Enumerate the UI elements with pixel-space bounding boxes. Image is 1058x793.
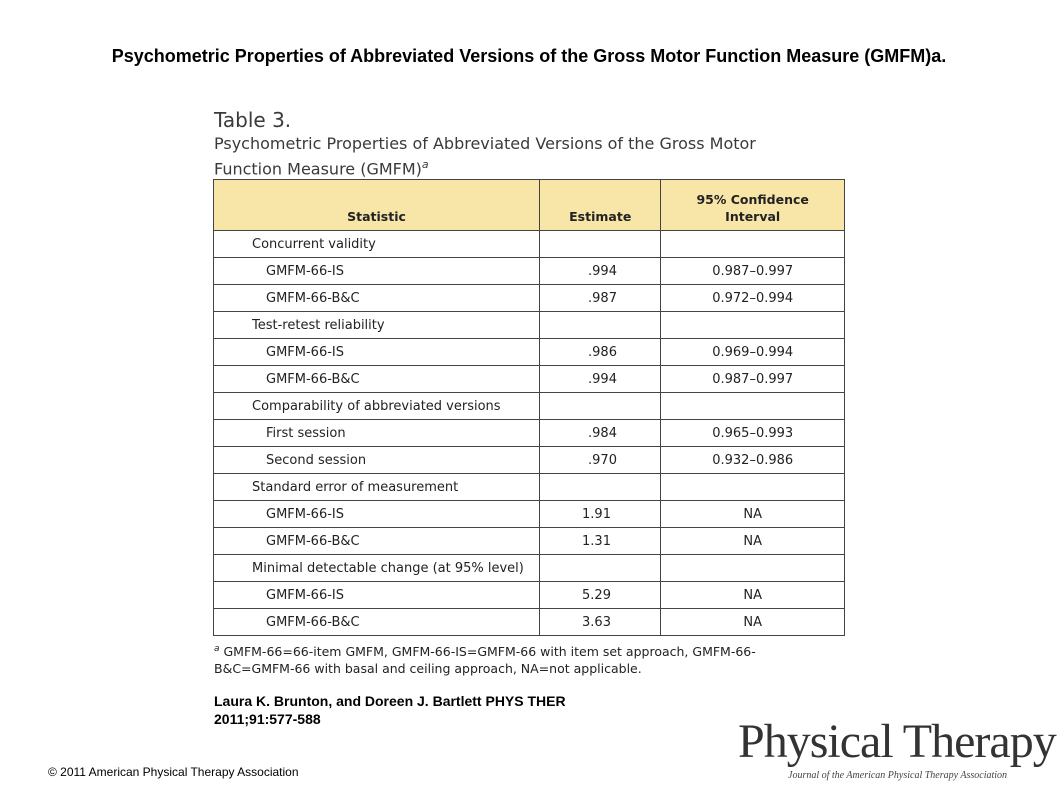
cell-estimate (540, 393, 661, 420)
table-caption-footnote-mark: a (421, 158, 429, 171)
cell-estimate: 3.63 (540, 609, 661, 636)
cell-statistic: GMFM-66-B&C (214, 366, 540, 393)
cell-confidence-interval: NA (661, 501, 845, 528)
journal-logo (738, 715, 1056, 784)
footnote-mark: a (214, 644, 220, 654)
cell-estimate: .994 (540, 366, 661, 393)
cell-statistic: GMFM-66-IS (214, 582, 540, 609)
cell-statistic: GMFM-66-IS (214, 501, 540, 528)
logo-wordmark: Physical Therapy (738, 715, 1056, 768)
cell-estimate: .970 (540, 447, 661, 474)
citation-line1: Laura K. Brunton, and Doreen J. Bartlett PHYS THER (214, 693, 566, 709)
table-row (214, 258, 845, 285)
logo-subtitle: Journal of the American Physical Therapy Association (788, 770, 1008, 781)
table-row (214, 366, 845, 393)
cell-confidence-interval: 0.965–0.993 (661, 420, 845, 447)
cell-confidence-interval: 0.987–0.997 (661, 366, 845, 393)
table-group-row (214, 555, 845, 582)
cell-statistic: Test-retest reliability (214, 312, 540, 339)
cell-statistic: Concurrent validity (214, 231, 540, 258)
table-body (214, 231, 845, 636)
cell-confidence-interval (661, 555, 845, 582)
table-row (214, 447, 845, 474)
table-label: Table 3. (214, 108, 292, 132)
table-caption (214, 133, 814, 179)
table-row (214, 339, 845, 366)
cell-confidence-interval: 0.969–0.994 (661, 339, 845, 366)
copyright-notice: © 2011 American Physical Therapy Association (48, 765, 299, 779)
cell-confidence-interval: 0.932–0.986 (661, 447, 845, 474)
cell-confidence-interval: NA (661, 582, 845, 609)
cell-confidence-interval: 0.972–0.994 (661, 285, 845, 312)
header-ci-line1: 95% Confidence (696, 192, 809, 207)
table-row (214, 501, 845, 528)
cell-statistic: GMFM-66-IS (214, 258, 540, 285)
citation (214, 692, 566, 728)
header-ci-line2: Interval (725, 209, 781, 224)
cell-confidence-interval (661, 231, 845, 258)
citation-line2: 2011;91:577-588 (214, 711, 321, 727)
cell-estimate (540, 231, 661, 258)
cell-statistic: GMFM-66-B&C (214, 609, 540, 636)
cell-estimate: 1.31 (540, 528, 661, 555)
cell-statistic: GMFM-66-IS (214, 339, 540, 366)
cell-confidence-interval (661, 393, 845, 420)
cell-estimate (540, 474, 661, 501)
cell-confidence-interval (661, 474, 845, 501)
table-row (214, 420, 845, 447)
cell-statistic: First session (214, 420, 540, 447)
table-group-row (214, 231, 845, 258)
table-row (214, 285, 845, 312)
table-row (214, 582, 845, 609)
cell-statistic: Comparability of abbreviated versions (214, 393, 540, 420)
header-confidence-interval (661, 180, 845, 231)
cell-confidence-interval: NA (661, 528, 845, 555)
table-row (214, 609, 845, 636)
cell-statistic: GMFM-66-B&C (214, 285, 540, 312)
cell-confidence-interval: NA (661, 609, 845, 636)
table-group-row (214, 393, 845, 420)
footnote-text: GMFM-66=66-item GMFM, GMFM-66-IS=GMFM-66 with item set approach, GMFM-66-B&C=GMFM-66 with basal and ceiling approach, NA=not applicable. (214, 644, 756, 677)
cell-statistic: Minimal detectable change (at 95% level) (214, 555, 540, 582)
table-caption-text: Psychometric Properties of Abbreviated Versions of the Gross Motor Function Measure (GMFM) (214, 134, 756, 179)
header-statistic: Statistic (214, 180, 540, 231)
cell-confidence-interval (661, 312, 845, 339)
cell-estimate: 1.91 (540, 501, 661, 528)
cell-estimate (540, 555, 661, 582)
table-group-row (214, 312, 845, 339)
cell-estimate: 5.29 (540, 582, 661, 609)
cell-estimate: .986 (540, 339, 661, 366)
cell-estimate (540, 312, 661, 339)
cell-estimate: .987 (540, 285, 661, 312)
cell-estimate: .984 (540, 420, 661, 447)
table-group-row (214, 474, 845, 501)
table-row (214, 528, 845, 555)
cell-estimate: .994 (540, 258, 661, 285)
cell-statistic: GMFM-66-B&C (214, 528, 540, 555)
slide-title: Psychometric Properties of Abbreviated Versions of the Gross Motor Function Measure (GMFM)a. (111, 46, 947, 66)
table-footnote (214, 641, 784, 677)
table-header-row (214, 180, 845, 231)
statistics-table (213, 179, 845, 636)
cell-statistic: Second session (214, 447, 540, 474)
cell-statistic: Standard error of measurement (214, 474, 540, 501)
cell-confidence-interval: 0.987–0.997 (661, 258, 845, 285)
header-estimate: Estimate (540, 180, 661, 231)
